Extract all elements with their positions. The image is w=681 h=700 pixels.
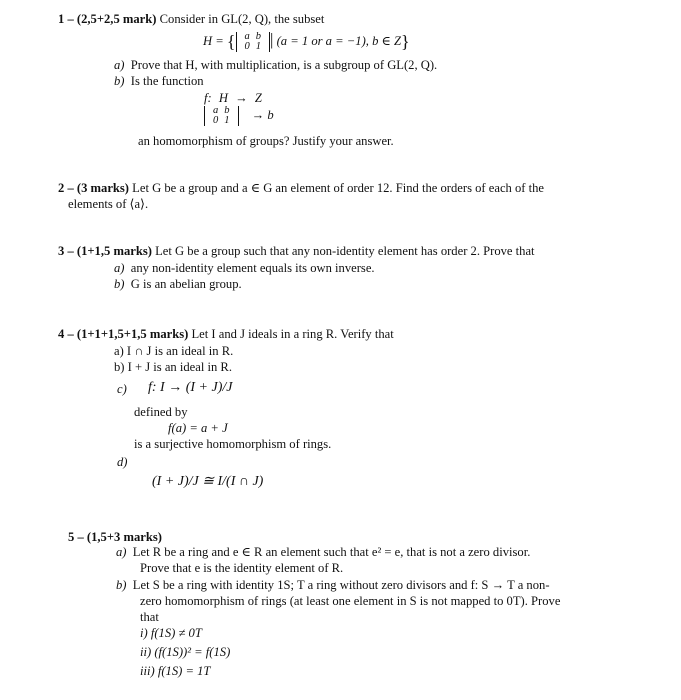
q5-marks: 5 – (1,5+3 marks) xyxy=(68,530,162,544)
q1-map-matrix xyxy=(204,106,239,126)
q3-a-label: a) xyxy=(114,261,125,275)
q2-text-line1: Let G be a group and a ∈ G an element of order 12. Find the orders of each of the xyxy=(132,181,545,195)
q5-b-label: b) xyxy=(116,578,127,592)
q1-subset-condition: (a = 1 or a = −1), b ∈ Z xyxy=(276,34,401,48)
q3-b-label: b) xyxy=(114,277,125,291)
q3-b-text: G is an abelian group. xyxy=(130,277,242,291)
q3-part-b xyxy=(114,277,242,292)
q1-map-line1: f: H → Z xyxy=(204,91,262,105)
q1-a-text: Prove that H, with multiplication, is a subgroup of GL(2, Q). xyxy=(130,58,438,72)
q1-map-matrix-cell: b xyxy=(224,105,230,116)
q4-d-label: d) xyxy=(117,455,128,469)
q1-subset-definition: H = { a b 0 1 | (a = 1 or a = −1), b ∈ Z} xyxy=(203,30,410,53)
q1-b-label: b) xyxy=(114,74,125,88)
q2-text-line2: elements of ⟨a⟩. xyxy=(68,197,149,211)
q3-a-text: any non-identity element equals its own inverse. xyxy=(130,261,375,275)
q3-part-a xyxy=(114,261,375,276)
q4-c-formula: f(a) = a + J xyxy=(168,421,228,435)
q4-c-label: c) xyxy=(117,382,127,396)
q3-intro: Let G be a group such that any non-identity element has order 2. Prove that xyxy=(155,244,535,258)
q1-intro: Consider in GL(2, Q), the subset xyxy=(159,12,325,26)
q5-b-item-iii: iii) f(1S) = 1T xyxy=(140,664,211,678)
q4-part-a: a) I ∩ J is an ideal in R. xyxy=(114,344,234,358)
q1-marks: 1 – (2,5+2,5 mark) xyxy=(58,12,157,26)
q5-heading xyxy=(68,530,162,545)
q4-c-claim: is a surjective homomorphism of rings. xyxy=(134,437,332,451)
q1-subset-prefix: H = xyxy=(203,34,224,48)
q4-intro: Let I and J ideals in a ring R. Verify that xyxy=(191,327,394,341)
q5-a-text-line1: Let R be a ring and e ∈ R an element such that e² = e, that is not a zero divisor. xyxy=(132,545,531,559)
q4-part-b: b) I + J is an ideal in R. xyxy=(114,360,232,374)
q4-c-defined: defined by xyxy=(134,405,188,419)
q1-map-matrix-cell: 0 xyxy=(213,115,219,126)
q4-c-map: f: I → (I + J)/J xyxy=(148,380,233,395)
q1-b-text: Is the function xyxy=(130,74,204,88)
q1-a-label: a) xyxy=(114,58,125,72)
q5-b-text-line1: Let S be a ring with identity 1S; T a ring without zero divisors and f: S → T a non- xyxy=(132,578,550,592)
q2-marks: 2 – (3 marks) xyxy=(58,181,130,195)
q5-part-b-line1 xyxy=(116,578,550,593)
q2-line1 xyxy=(58,181,544,196)
q1-map-matrix-cell: 1 xyxy=(224,115,230,126)
q4-heading xyxy=(58,327,394,342)
q4-marks: 4 – (1+1+1,5+1,5 marks) xyxy=(58,327,189,341)
q3-heading xyxy=(58,244,535,259)
q5-b-text-line3: that xyxy=(140,610,159,624)
q1-map-matrix-cell: a xyxy=(213,105,219,116)
q1-map-target: → b xyxy=(251,107,274,122)
q5-a-label: a) xyxy=(116,545,127,559)
q5-b-item-ii: ii) (f(1S))² = f(1S) xyxy=(140,645,231,659)
q1-part-a xyxy=(114,58,437,73)
q1-subset-matrix-cell: 0 xyxy=(244,41,250,53)
q5-part-a-line1 xyxy=(116,545,530,560)
q5-b-item-i: i) f(1S) ≠ 0T xyxy=(140,626,202,640)
q1-open-brace: { xyxy=(226,31,236,52)
q1-subset-matrix-cell: 1 xyxy=(255,41,262,53)
q1-subset-matrix xyxy=(236,32,271,52)
q1-map-line2 xyxy=(204,106,274,126)
q5-a-text-line2: Prove that e is the identity element of R. xyxy=(140,561,344,575)
q5-b-text-line2: zero homomorphism of rings (at least one element in S is not mapped to 0T). Prove xyxy=(140,594,561,608)
q4-d-formula: (I + J)/J ≅ I/(I ∩ J) xyxy=(152,474,264,489)
q1-subset-matrix-cell: a xyxy=(244,31,250,43)
q1-b-question: an homomorphism of groups? Justify your answer. xyxy=(138,134,394,148)
q1-close-brace: } xyxy=(401,31,410,52)
q1-heading xyxy=(58,12,324,27)
q1-subset-matrix-cell: b xyxy=(255,31,262,43)
q3-marks: 3 – (1+1,5 marks) xyxy=(58,244,152,258)
q1-part-b xyxy=(114,74,204,89)
